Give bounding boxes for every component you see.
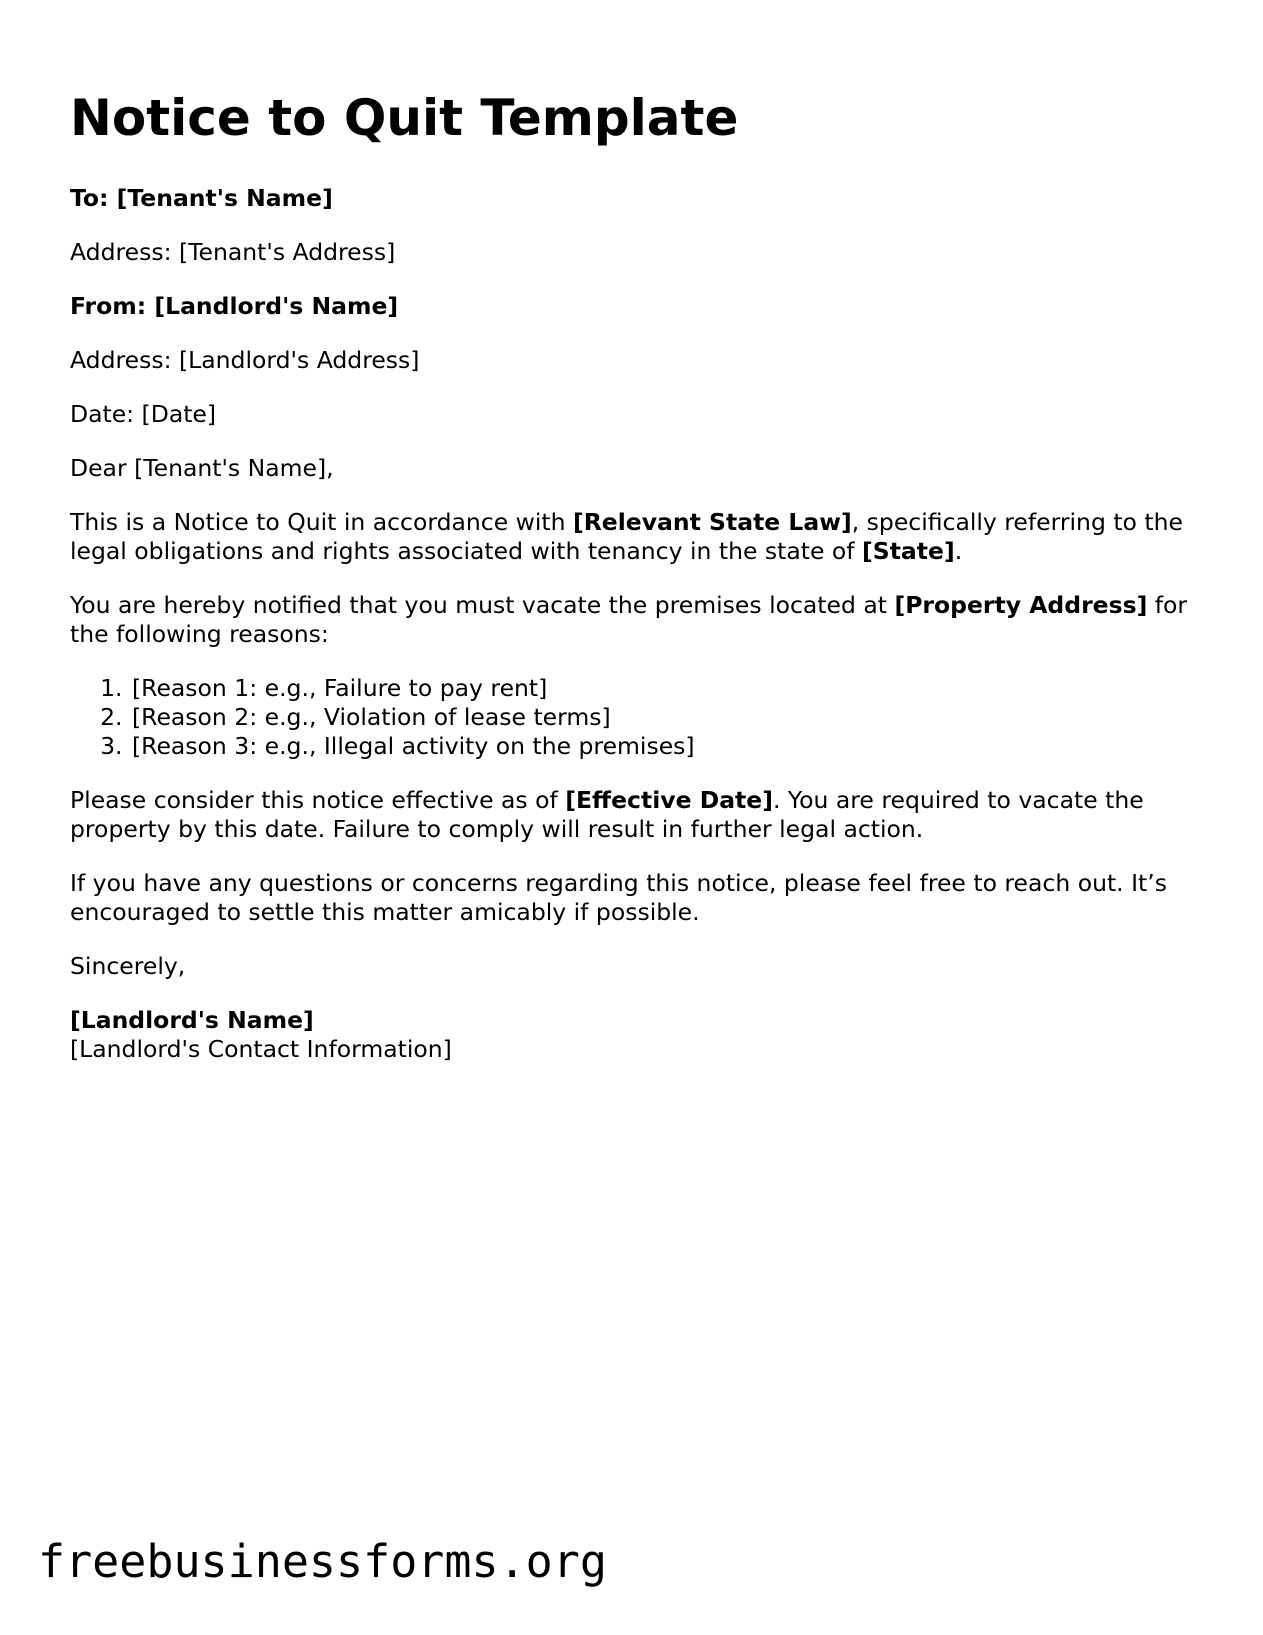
closing: Sincerely, [70,952,186,980]
state-placeholder: [State] [862,537,955,565]
paragraph-questions: If you have any questions or concerns regarding this notice, please feel free to reach out. It’s encouraged to settle this matter amicably if possible. [70,869,1167,926]
effective-date-placeholder: [Effective Date] [565,786,773,814]
paragraph-text: . You are required to vacate the property by this date. Failure to comply will result in further legal action. [70,786,1144,843]
signature-contact: [Landlord's Contact Information] [70,1035,452,1063]
paragraph-vacate [70,591,1200,649]
property-address-placeholder: [Property Address] [894,591,1148,619]
reason-item: 3. [Reason 3: e.g., Illegal activity on the premises] [130,732,1200,761]
relevant-state-law-placeholder: [Relevant State Law] [572,508,852,536]
salutation: Dear [Tenant's Name], [70,454,334,482]
to-address: Address: [Tenant's Address] [70,238,396,266]
document-title: Notice to Quit Template [70,89,739,147]
reason-item: 1. [Reason 1: e.g., Failure to pay rent] [130,674,1200,703]
reason-item: 2. [Reason 2: e.g., Violation of lease terms] [130,703,1200,732]
paragraph-text: for the following reasons: [70,591,1188,648]
paragraph-text: This is a Notice to Quit in accordance with [70,508,573,536]
signature-name: [Landlord's Name] [70,1006,314,1034]
document-page [70,88,1200,1064]
footer-watermark: freebusinessforms.org [38,1535,607,1588]
paragraph-state-law [70,508,1200,566]
paragraph-effective-date [70,786,1200,844]
date-line: Date: [Date] [70,400,217,428]
from-address: Address: [Landlord's Address] [70,346,420,374]
paragraph-text: . [954,537,963,565]
to-line: To: [Tenant's Name] [70,184,333,212]
paragraph-text: You are hereby notified that you must vacate the premises located at [70,591,895,619]
from-line: From: [Landlord's Name] [70,292,399,320]
paragraph-text: Please consider this notice effective as of [70,786,566,814]
paragraph-text: , specifically referring to the legal obligations and rights associated with tenancy in the state of [70,508,1183,565]
reasons-list [70,674,1200,761]
